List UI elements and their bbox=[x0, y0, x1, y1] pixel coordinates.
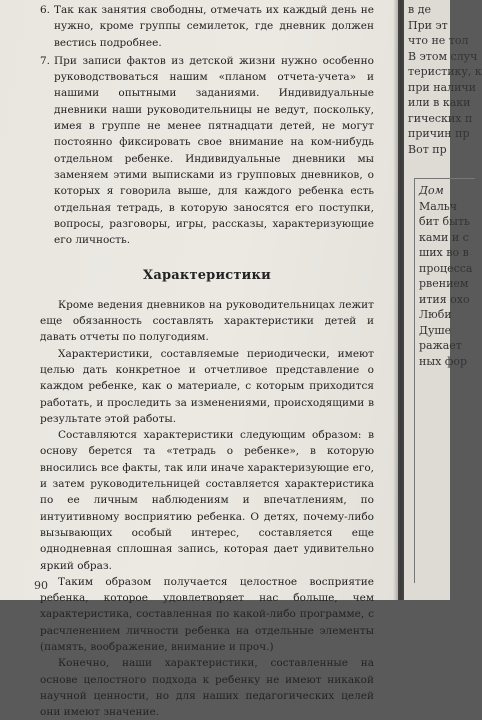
right-page-line: Вот пр bbox=[408, 142, 447, 156]
paragraph: Характеристики, составляемые периодически, имеют целью дать конкретное и отчетливое представление о каждом ребенке, как о материале, с которым приходится работать, и проследить за изменениями, происходящими в результате этой работы. bbox=[40, 347, 374, 425]
list-item bbox=[40, 53, 374, 249]
right-page-line: В этом случ bbox=[408, 49, 478, 63]
right-page-line: гических п bbox=[408, 111, 473, 125]
sidebar-line: процесса bbox=[419, 261, 473, 275]
sidebar-box bbox=[414, 178, 475, 583]
right-page-line: причин пр bbox=[408, 127, 470, 140]
paragraph: Таким образом получается целостное восприятие ребенка, которое удовлетворяет нас больше, чем характеристика, составленная по какой-либо программе, с расчленением личности ребенка на отдельные элементы (память, воображение, внимание и проч.) bbox=[40, 575, 374, 653]
sidebar-line: ших во в bbox=[419, 246, 469, 259]
paragraph: Составляются характеристики следующим образом: в основу берется та «тетрадь о ребенке», в которую вносились все факты, так или иначе характеризующие его, и затем руководительницей составляется характеристика по ее личным наблюдениям и впечатлениям, по интуитивному восприятию ребенка. О детях, почему-либо вызывающих особый интерес, составляется еще однодневная сплошная запись, которая дает удивительно яркий образ. bbox=[40, 429, 374, 572]
list-item bbox=[40, 2, 374, 51]
right-page-line: при наличи bbox=[408, 80, 477, 94]
sidebar-line: ками и с bbox=[419, 230, 469, 244]
list-number: 7. bbox=[40, 54, 51, 67]
right-page-line: что не тол bbox=[408, 34, 469, 47]
sidebar-line: Душе bbox=[419, 323, 452, 337]
sidebar-line: бит быть bbox=[419, 215, 470, 228]
right-page bbox=[404, 0, 482, 600]
sidebar-line: ития охо bbox=[419, 292, 470, 306]
right-page-line: При эт bbox=[408, 18, 448, 32]
right-page-line: в де bbox=[408, 3, 431, 16]
sidebar-line: рвением bbox=[419, 277, 469, 290]
sidebar-line: Дом bbox=[419, 184, 444, 197]
section-heading: Характеристики bbox=[143, 268, 271, 284]
right-page-line: или в каки bbox=[408, 96, 471, 109]
list-number: 6. bbox=[40, 4, 51, 16]
paragraph: Кроме ведения дневников на руководительницах лежит еще обязанность составлять характеристики детей и давать отчеты по полугодиям. bbox=[40, 298, 374, 344]
sidebar-line: Люби bbox=[419, 308, 452, 321]
page-number: 90 bbox=[34, 579, 48, 592]
sidebar-line: Мальч bbox=[419, 199, 458, 213]
list-item-text: Так как занятия свободны, отмечать их каждый день не нужно, кроме группы семилеток, где дневник должен вестись подробнее. bbox=[54, 4, 374, 49]
right-page-line: теристику, к bbox=[408, 65, 482, 78]
paragraph: Конечно, наши характеристики, составленные на основе целостного подхода к ребенку не имеют никакой научной ценности, но для наших педагогических целей они имеют значение. bbox=[40, 657, 374, 719]
list-item-text: При записи фактов из детской жизни нужно особенно руководствоваться нашим «планом отчета-учета» и нашими опытными заданиями. Индивидуальные дневники наши руководительницы не ведут, поскольку, имея в группе не менее пятнадцати детей, не могут постоянно фиксировать свое внимание на ком-нибудь отдельном ребенке. Индивидуальные дневники мы заменяем этими выписками из групповых дневников, о которых я говорила выше, для каждого ребенка есть отдельная тетрадь, в которую заносятся его поступки, вопросы, разговоры, игры, рассказы, характеризующие его личность. bbox=[54, 54, 374, 247]
sidebar-line: ных фор bbox=[419, 354, 468, 368]
sidebar-line: ражает bbox=[419, 339, 462, 352]
